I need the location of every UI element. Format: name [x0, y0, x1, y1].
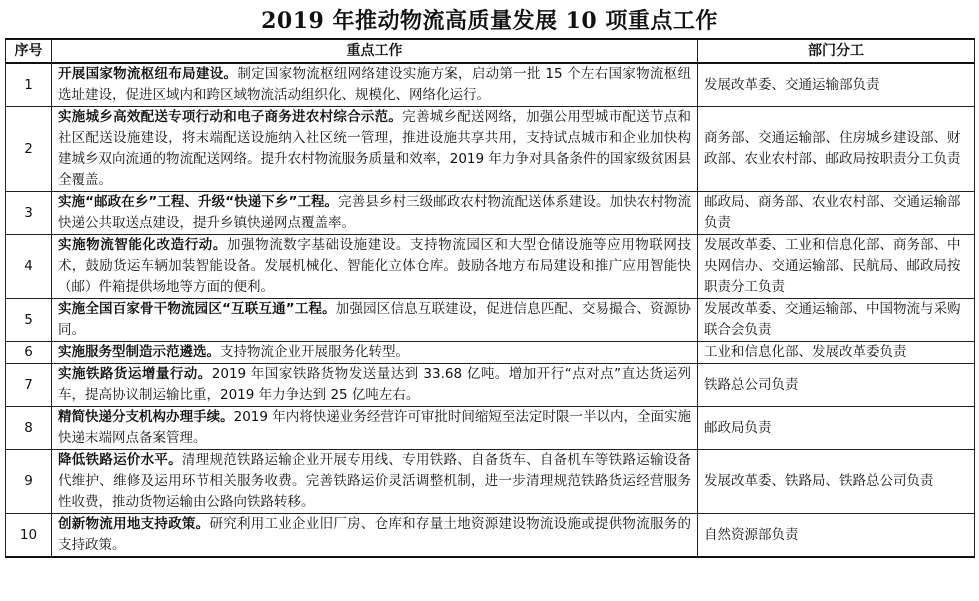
document-title: 2019 年推动物流高质量发展 10 项重点工作 [261, 8, 718, 34]
task-lead: 实施全国百家骨干物流园区“互联互通”工程。 [58, 301, 336, 317]
table-row [6, 342, 975, 364]
task-lead: 实施城乡高效配送专项行动和电子商务进农村综合示范。 [58, 109, 403, 125]
table-row [6, 192, 975, 235]
table-row [6, 364, 975, 407]
key-tasks-table [5, 38, 975, 558]
task-lead: 实施铁路货运增量行动。 [58, 366, 212, 382]
task-detail: 加强园区信息互联建设，促进信息匹配、交易撮合、资源协同。 [58, 301, 692, 338]
task-cell [52, 107, 698, 192]
table-header-row [6, 39, 975, 63]
department-cell: 邮政局、商务部、农业农村部、交通运输部负责 [698, 192, 975, 235]
task-cell [52, 342, 698, 364]
table-row [6, 107, 975, 192]
task-cell [52, 450, 698, 514]
table-row [6, 450, 975, 514]
task-lead: 精简快递分支机构办理手续。 [58, 409, 234, 425]
task-lead: 实施“邮政在乡”工程、升级“快递下乡”工程。 [58, 194, 339, 210]
department-cell: 邮政局负责 [698, 407, 975, 450]
task-lead: 创新物流用地支持政策。 [58, 516, 210, 532]
task-detail: 完善县乡村三级邮政农村物流配送体系建设。加快农村物流快递公共取送点建设，提升乡镇快递网点覆盖率。 [58, 194, 692, 231]
row-number: 1 [6, 63, 52, 107]
row-number: 4 [6, 235, 52, 299]
row-number: 6 [6, 342, 52, 364]
task-cell [52, 299, 698, 342]
table-row [6, 407, 975, 450]
department-cell: 发展改革委、工业和信息化部、商务部、中央网信办、交通运输部、民航局、邮政局按职责分工负责 [698, 235, 975, 299]
header-key-task: 重点工作 [52, 39, 698, 63]
table-row [6, 299, 975, 342]
task-detail: 研究利用工业企业旧厂房、仓库和存量土地资源建设物流设施或提供物流服务的支持政策。 [58, 516, 692, 553]
department-cell: 商务部、交通运输部、住房城乡建设部、财政部、农业农村部、邮政局按职责分工负责 [698, 107, 975, 192]
row-number: 8 [6, 407, 52, 450]
task-cell [52, 63, 698, 107]
task-cell [52, 364, 698, 407]
table-row [6, 63, 975, 107]
row-number: 7 [6, 364, 52, 407]
task-lead: 降低铁路运价水平。 [58, 452, 182, 468]
department-cell: 发展改革委、铁路局、铁路总公司负责 [698, 450, 975, 514]
table-row [6, 514, 975, 558]
task-cell [52, 235, 698, 299]
task-lead: 开展国家物流枢纽布局建设。 [58, 66, 238, 82]
task-detail: 完善城乡配送网络，加强公用型城市配送节点和社区配送设施建设，将末端配送设施纳入社区统一管理，推进设施共享共用，支持试点城市和企业加快构建城乡双向流通的物流配送网络。提升农村物流服务质量和效率，2019 年力争对具备条件的国家级贫困县全覆盖。 [58, 109, 692, 188]
task-detail: 2019 年国家铁路货物发送量达到 33.68 亿吨。增加开行“点对点”直达货运列车，提高协议制运输比重，2019 年力争达到 25 亿吨左右。 [58, 366, 692, 403]
table-row [6, 235, 975, 299]
task-detail: 清理规范铁路运输企业开展专用线、专用铁路、自备货车、自备机车等铁路运输设备代维护、维修及运用环节相关服务收费。完善铁路运价灵活调整机制，进一步清理规范铁路货运经营服务性收费，推动货物运输由公路向铁路转移。 [58, 452, 692, 510]
row-number: 10 [6, 514, 52, 558]
task-lead: 实施物流智能化改造行动。 [58, 237, 227, 253]
task-detail: 加强物流数字基础设施建设。支持物流园区和大型仓储设施等应用物联网技术，鼓励货运车辆加装智能设备。发展机械化、智能化立体仓库。鼓励各地方布局建设和推广应用智能快（邮）件箱提供场地等方面的便利。 [58, 237, 692, 295]
header-serial-number: 序号 [6, 39, 52, 63]
row-number: 2 [6, 107, 52, 192]
department-cell: 工业和信息化部、发展改革委负责 [698, 342, 975, 364]
department-cell: 自然资源部负责 [698, 514, 975, 558]
task-cell [52, 407, 698, 450]
header-department: 部门分工 [698, 39, 975, 63]
task-cell [52, 192, 698, 235]
task-detail: 制定国家物流枢纽网络建设实施方案，启动第一批 15 个左右国家物流枢纽选址建设，促进区域内和跨区域物流活动组织化、规模化、网络化运行。 [58, 66, 691, 103]
task-detail: 2019 年内将快递业务经营许可审批时间缩短至法定时限一半以内，全面实施快递末端网点备案管理。 [58, 409, 691, 446]
department-cell: 发展改革委、交通运输部、中国物流与采购联合会负责 [698, 299, 975, 342]
row-number: 5 [6, 299, 52, 342]
row-number: 3 [6, 192, 52, 235]
department-cell: 发展改革委、交通运输部负责 [698, 63, 975, 107]
task-detail: 支持物流企业开展服务化转型。 [220, 344, 409, 360]
row-number: 9 [6, 450, 52, 514]
task-cell [52, 514, 698, 558]
task-lead: 实施服务型制造示范遴选。 [58, 344, 220, 360]
department-cell: 铁路总公司负责 [698, 364, 975, 407]
